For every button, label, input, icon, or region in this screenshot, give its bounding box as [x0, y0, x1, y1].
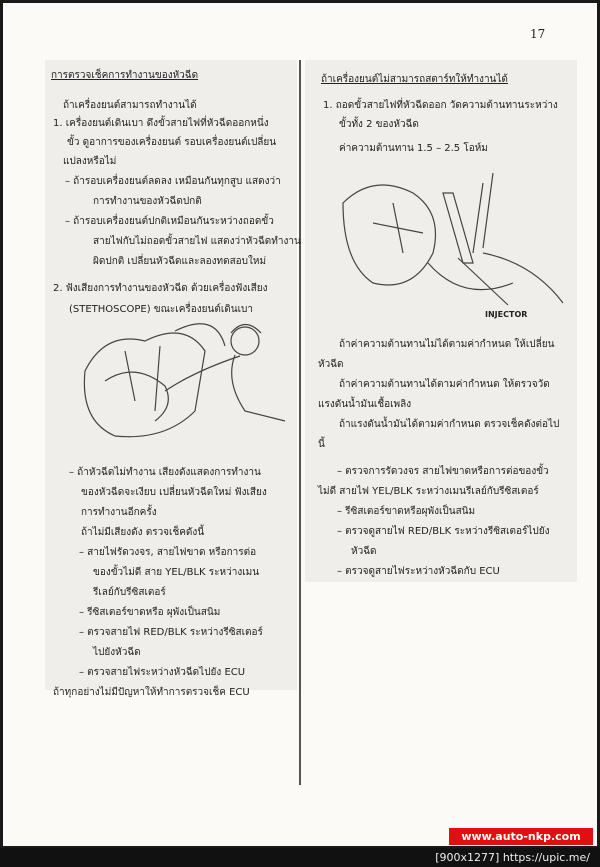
- text-line: ถ้าแรงดันน้ำมันได้ตามค่ากำหนด ตรวจเช็คดังต่อไป: [339, 419, 560, 430]
- text-line: ของหัวฉีดจะเงียบ เปลี่ยนหัวฉีดใหม่ ฟังเสียง: [81, 487, 267, 498]
- text-line: – ถ้ารอบเครื่องยนต์ปกติเหมือนกันระหว่างถอดขั้ว: [65, 216, 274, 227]
- text-line: สายไฟกับไม่ถอดขั้วสายไฟ แสดงว่าหัวฉีดทำงาน: [93, 236, 301, 247]
- footer-text: [900x1277] https://upic.me/: [435, 851, 590, 864]
- injector-illustration: [333, 163, 573, 323]
- text-line: – สายไฟรัดวงจร, สายไฟขาด หรือการต่อ: [79, 547, 257, 558]
- text-line: หัวฉีด: [318, 359, 344, 370]
- text-line: ถ้าทุกอย่างไม่มีปัญหาให้ทำการตรวจเช็ค ECU: [53, 687, 250, 698]
- text-line: ขั้วทั้ง 2 ของหัวฉีด: [339, 119, 419, 130]
- text-line: ถ้าเครื่องยนต์สามารถทำงานได้: [63, 100, 197, 111]
- text-line: ถ้าไม่มีเสียงดัง ตรวจเช็คดังนี้: [81, 527, 205, 538]
- text-line: – ตรวจดูสายไฟระหว่างหัวฉีดกับ ECU: [337, 566, 500, 577]
- text-line: การทำงานอีกครั้ง: [81, 507, 157, 518]
- page-number: 17: [530, 27, 546, 41]
- text-line: รีเลย์กับรีซิสเตอร์: [93, 587, 166, 598]
- text-line: หัวฉีด: [351, 546, 377, 557]
- text-line: – ตรวจสายไฟระหว่างหัวฉีดไปยัง ECU: [79, 667, 246, 678]
- stethoscope-illustration: [75, 311, 295, 451]
- text-line: ถ้าค่าความต้านทานได้ตามค่ากำหนด ให้ตรวจวัด: [339, 379, 550, 390]
- text-line: 2. ฟังเสียงการทำงานของหัวฉีด ด้วยเครื่องฟังเสียง: [53, 283, 268, 294]
- injector-label: INJECTOR: [485, 310, 528, 319]
- text-line: ไม่ดี สายไฟ YEL/BLK ระหว่างเมนรีเลย์กับรีซิสเตอร์: [318, 486, 539, 497]
- text-line: ขั้ว ดูอาการของเครื่องยนต์ รอบเครื่องยนต์เปลี่ยน: [67, 137, 277, 148]
- text-line: – รีซิสเตอร์ขาดหรือ ผุพังเป็นสนิม: [79, 607, 221, 618]
- text-line: – ตรวจการรัดวงจร สายไฟขาดหรือการต่อของขั้ว: [337, 466, 549, 477]
- left-heading: การตรวจเช็คการทำงานของหัวฉีด: [51, 70, 199, 81]
- right-heading: ถ้าเครื่องยนต์ไม่สามารถสตาร์ทให้ทำงานได้: [321, 74, 508, 85]
- column-divider: [299, 60, 301, 785]
- text-line: ผิดปกติ เปลี่ยนหัวฉีดและลองทดสอบใหม่: [93, 256, 267, 267]
- text-line: 1. ถอดขั้วสายไฟที่หัวฉีดออก วัดความต้านทานระหว่าง: [323, 100, 558, 111]
- manual-page: [3, 3, 597, 846]
- text-line: แปลงหรือไม่: [63, 156, 117, 167]
- text-line: – รีซิสเตอร์ขาดหรือผุพังเป็นสนิม: [337, 506, 476, 517]
- text-line: – ตรวจสายไฟ RED/BLK ระหว่างรีซิสเตอร์: [79, 627, 263, 638]
- text-line: การทำงานของหัวฉีดปกติ: [93, 196, 202, 207]
- text-line: 1. เครื่องยนต์เดินเบา ดึงขั้วสายไฟที่หัวฉีดออกหนึ่ง: [53, 118, 269, 129]
- text-line: ของขั้วไม่ดี สาย YEL/BLK ระหว่างเมน: [93, 567, 260, 578]
- text-line: – ถ้ารอบเครื่องยนต์ลดลง เหมือนกันทุกสูบ แสดงว่า: [65, 176, 281, 187]
- text-line: แรงดันน้ำมันเชื้อเพลิง: [318, 399, 412, 410]
- text-line: – ตรวจดูสายไฟ RED/BLK ระหว่างรีซิสเตอร์ไปยัง: [337, 526, 550, 537]
- text-line: – ถ้าหัวฉีดไม่ทำงาน เสียงดังแสดงการทำงาน: [69, 467, 261, 478]
- text-line: ถ้าค่าความต้านทานไม่ได้ตามค่ากำหนด ให้เปลี่ยน: [339, 339, 555, 350]
- watermark-badge: www.auto-nkp.com: [449, 828, 593, 845]
- text-line: ค่าความต้านทาน 1.5 – 2.5 โอห์ม: [339, 143, 488, 154]
- text-line: นี้: [318, 439, 325, 450]
- text-line: (STETHOSCOPE) ขณะเครื่องยนต์เดินเบา: [69, 304, 253, 315]
- footer-bar: [0, 848, 600, 867]
- text-line: ไปยังหัวฉีด: [93, 647, 141, 658]
